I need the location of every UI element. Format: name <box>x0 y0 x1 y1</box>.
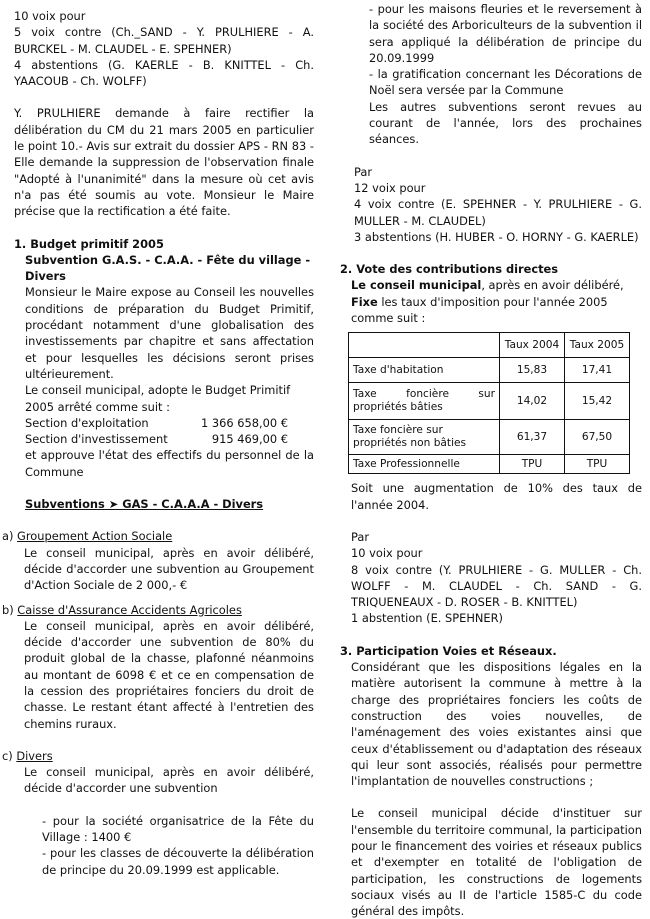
vote-for: 10 voix pour <box>14 9 86 23</box>
table-header-row <box>349 333 630 358</box>
vote-abstentions: 1 abstention (E. SPEHNER) <box>351 611 503 626</box>
autres-subventions: Les autres subventions seront revues au courant de l'année, lors des prochaines séances. <box>369 99 642 147</box>
section-2-lead-bold: Le conseil municipal <box>351 278 482 293</box>
table-row <box>349 383 630 420</box>
budget-row-investissement <box>25 431 314 447</box>
table-cell: Taxe foncière sur propriétés bâties <box>349 383 500 420</box>
table-cell: Taxe Professionnelle <box>349 455 500 474</box>
section-2-title: 2. Vote des contributions directes <box>340 262 559 277</box>
table-row <box>349 455 630 474</box>
subvention-b-title: Caisse d'Assurance Accidents Agricoles <box>17 602 242 617</box>
subvention-c <box>2 748 314 878</box>
table-cell: 15,83 <box>500 358 565 383</box>
budget-row-value: 1 366 658,00 € <box>201 415 288 430</box>
budget-row-label: Section d'exploitation <box>25 415 149 430</box>
subventions-heading: Subventions ➤ GAS - C.A.A.A - Divers <box>25 497 264 512</box>
vote-abstentions: 3 abstentions (H. HUBER - O. HORNY - G. KAERLE) <box>354 229 639 244</box>
section-1-adopt: Le conseil municipal, adopte le Budget Primitif 2005 arrêté comme suit : <box>25 383 291 414</box>
table-cell: Taxe d'habitation <box>349 358 500 383</box>
section-3-paragraph-1: Considérant que les dispositions légales en la matière autorisent la commune à mettre à la charge des propriétaires fonciers les coûts de construction des voies nouvelles, de l'aménagement des voies existantes ainsi que ceux d'établissement ou d'adaptation des réseaux qui leur sont associés, réalisés pour permettre l'implantation de nouvelles constructions ; <box>351 660 642 789</box>
table-cell: 15,42 <box>565 383 630 420</box>
vote-against: 4 voix contre (E. SPEHNER - Y. PRULHIERE - G. MULLER - M. CLAUDEL) <box>354 197 642 228</box>
vote-against: 5 voix contre (Ch._SAND - Y. PRULHIERE - A. BURCKEL - M. CLAUDEL - E. SPEHNER) <box>14 25 314 56</box>
vote-par: Par <box>351 529 370 544</box>
table-cell: Taxe foncière sur propriétés non bâties <box>349 420 500 455</box>
budget-row-label: Section d'investissement <box>25 432 168 447</box>
rectification-paragraph: Y. PRULHIERE demande à faire rectifier la délibération du CM du 21 mars 2005 en particulier le point 10.- Avis sur extrait du dossier APS - RN 83 - Elle demande la suppression de l'observation finale "Adopté à l'unanimité" dans la mesure où cet avis n'a pas été soumis au vote. Monsieur le Maire précise que la rectification a été faite. <box>14 106 314 219</box>
subvention-c-title: Divers <box>16 748 53 763</box>
section-1-body: Monsieur le Maire expose au Conseil les nouvelles conditions de préparation du Budget Primitif, procédant notamment d'une globalisation des investissements par chapitre et sans affectation et pour lesquelles les décisions seront prises ultérieurement. <box>25 285 314 381</box>
left-column <box>2 8 314 878</box>
table-header-cell: Taux 2004 <box>500 333 565 358</box>
subvention-a-body: Le conseil municipal, après en avoir délibéré, décide d'accorder une subvention au Groupement d'Action Sociale de 2 000,- € <box>24 545 314 593</box>
table-cell: 14,02 <box>500 383 565 420</box>
table-cell: 17,41 <box>565 358 630 383</box>
table-row <box>349 420 630 455</box>
table-header-cell <box>349 333 500 358</box>
subvention-a-title: Groupement Action Sociale <box>17 529 173 544</box>
vote-for: 10 voix pour <box>351 546 423 561</box>
subvention-c-item: - pour les classes de découverte la délibération de principe du 20.09.1999 est applicable. <box>42 846 314 877</box>
tax-rates-table <box>348 332 630 474</box>
table-header-cell: Taux 2005 <box>565 333 630 358</box>
vote-for: 12 voix pour <box>354 180 426 195</box>
right-column <box>340 2 642 919</box>
subvention-a <box>2 528 314 593</box>
vote-abstentions: 4 abstentions (G. KAERLE - B. KNITTEL - Ch. YAACOUB - Ch. WOLFF) <box>14 57 314 89</box>
table-cell: 61,37 <box>500 420 565 455</box>
table-cell: 67,50 <box>565 420 630 455</box>
vote-par: Par <box>354 164 373 179</box>
budget-row-exploitation <box>25 415 314 431</box>
section-2-fixe-rest: les taux d'imposition pour l'année 2005 comme suit : <box>351 294 608 326</box>
section-3-paragraph-2: Le conseil municipal décide d'instituer sur l'ensemble du territoire communal, la participation pour le financement des voiries et réseaux publics et d'exempter en totalité de l'obligation de participation, les constructions de logements sociaux visés au II de l'article 1585-C du code général des impôts. <box>351 806 642 919</box>
subvention-c-body: Le conseil municipal, après en avoir délibéré, décide d'accorder une subvention <box>24 765 314 796</box>
vote-against: 8 voix contre (Y. PRULHIERE - G. MULLER - Ch. WOLFF - M. CLAUDEL - Ch. SAND - G. TRIQUENEAUX - D. ROSER - B. KNITTEL) <box>351 562 642 610</box>
section-2-fixe-bold: Fixe <box>351 294 378 309</box>
subvention-c-item: - pour les maisons fleuries et le reversement à la société des Arboriculteurs de la subvention il sera appliqué la délibération de principe du 20.09.1999 <box>369 2 642 65</box>
subvention-a-letter: a) <box>2 529 18 544</box>
table-row <box>349 358 630 383</box>
budget-row-value: 915 469,00 € <box>211 432 288 447</box>
subvention-b <box>2 602 314 732</box>
section-1-approve: et approuve l'état des effectifs du personnel de la Commune <box>25 448 314 479</box>
section-3-title: 3. Participation Voies et Réseaux. <box>340 643 557 658</box>
subvention-b-body: Le conseil municipal, après en avoir délibéré, décide d'accorder une subvention de 80% du produit global de la chasse, plafonné néanmoins au montant de 6098 € et ce en compensation de la cession des propriétaires fonciers du droit de chasse. Le restant étant affecté à l'entretien des chemins ruraux. <box>24 618 314 731</box>
section-1-title: 1. Budget primitif 2005 <box>14 236 164 251</box>
section-2-augmentation: Soit une augmentation de 10% des taux de l'année 2004. <box>351 481 642 512</box>
subvention-c-item: - la gratification concernant les Décorations de Noël sera versée par la Commune <box>369 67 642 98</box>
subvention-c-letter: c) <box>2 748 17 763</box>
subvention-b-letter: b) <box>2 602 18 617</box>
table-cell: TPU <box>500 455 565 474</box>
table-cell: TPU <box>565 455 630 474</box>
section-1-subtitle: Subvention G.A.S. - C.A.A. - Fête du village - Divers <box>25 252 311 284</box>
subvention-c-item: - pour la société organisatrice de la Fête du Village : 1400 € <box>42 813 314 845</box>
section-2-lead-rest: , après en avoir délibéré, <box>481 278 624 293</box>
